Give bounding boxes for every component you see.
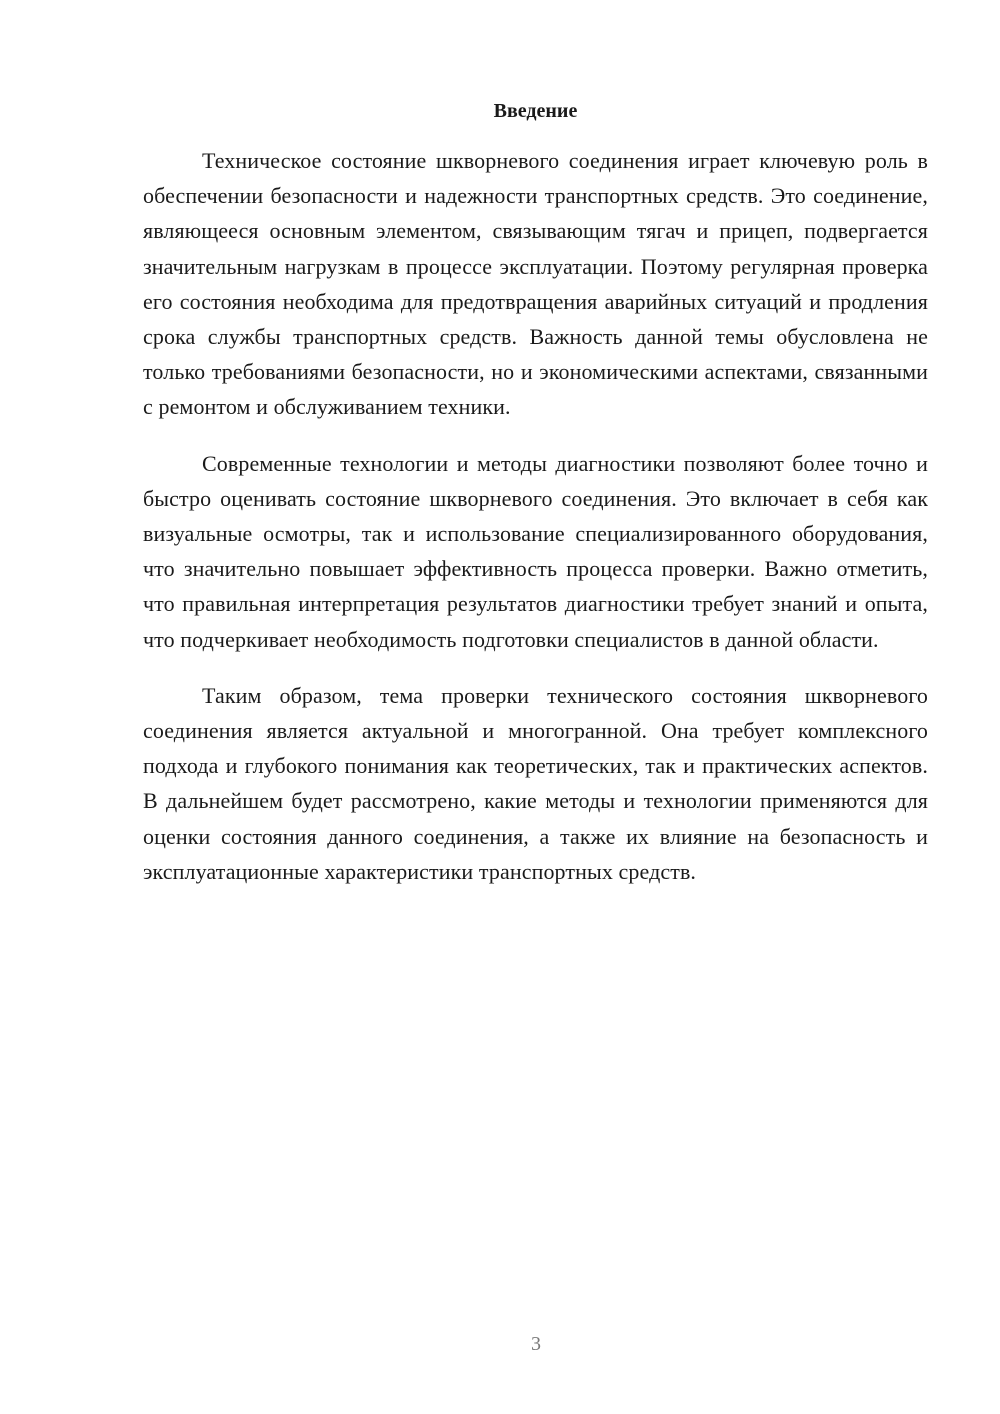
document-body — [143, 143, 928, 910]
paragraph-2: Современные технологии и методы диагностики позволяют более точно и быстро оценивать состояние шкворневого соединения. Это включает в себя как визуальные осмотры, так и использование специализированного оборудования, что значительно повышает эффективность процесса проверки. Важно отметить, что правильная интерпретация результатов диагностики требует знаний и опыта, что подчеркивает необходимость подготовки специалистов в данной области. — [143, 450, 928, 652]
paragraph-3: Таким образом, тема проверки технического состояния шкворневого соединения является актуальной и многогранной. Она требует комплексного подхода и глубокого понимания как теоретических, так и практических аспектов. В дальнейшем будет рассмотрено, какие методы и технологии применяются для оценки состояния данного соединения, а также их влияние на безопасность и эксплуатационные характеристики транспортных средств. — [143, 682, 928, 884]
page-number: 3 — [531, 1333, 541, 1355]
section-heading: Введение — [493, 100, 578, 122]
paragraph-1: Техническое состояние шкворневого соединения играет ключевую роль в обеспечении безопасности и надежности транспортных средств. Это соединение, являющееся основным элементом, связывающим тягач и прицеп, подвергается значительным нагрузкам в процессе эксплуатации. Поэтому регулярная проверка его состояния необходима для предотвращения аварийных ситуаций и продления срока службы транспортных средств. Важность данной темы обусловлена не только требованиями безопасности, но и экономическими аспектами, связанными с ремонтом и обслуживанием техники. — [143, 148, 928, 420]
